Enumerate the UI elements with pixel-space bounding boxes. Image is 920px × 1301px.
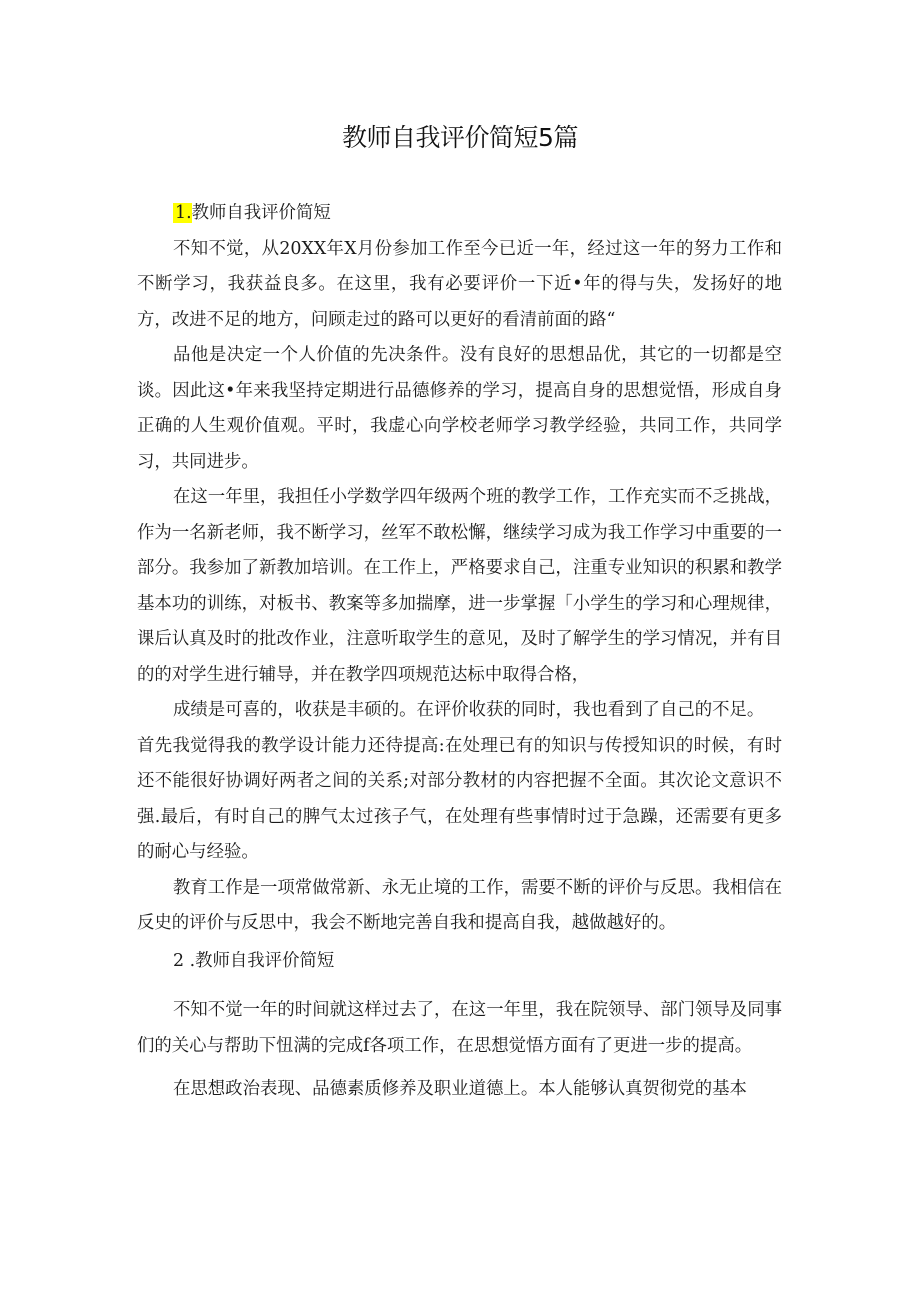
- paragraph: 不知不觉一年的时间就这样过去了，在这一年里，我在院领导、部门领导及同事们的关心与帮助下忸满的完成f各项工作，在思想觉悟方面有了更进一步的提高。: [137, 1000, 782, 1056]
- section-1-heading: [137, 196, 782, 232]
- page-title: 教师自我评价简短5篇: [342, 123, 578, 152]
- paragraph: 在思想政治表现、品德素质修养及职业道德上。本人能够认真贺彻党的基本: [173, 1079, 747, 1099]
- section-1-heading-text: 教师自我评价简短: [191, 203, 331, 223]
- section-2-heading: 2 .教师自我评价简短: [173, 950, 335, 971]
- paragraph: 首先我觉得我的教学设计能力还待提高:在处理已有的知识与传授知识的时候，有时还不能很好协调好两者之间的关系;对部分教材的内容把握不全面。其次论文意识不强.最后，有时自己的脾气太过孩子气，在处理有些事情时过于急躁，还需要有更多的耐心与经验。: [137, 735, 782, 862]
- paragraph: 品他是决定一个人价值的先决条件。没有良好的思想品优，其它的一切都是空谈。因此这•年来我坚持定期进行品德修养的学习，提高自身的思想觉悟，形成自身正确的人生观价值观。平时，我虚心向学校老师学习教学经验，共同工作，共同学习，共同进步。: [137, 345, 782, 472]
- document-body: [137, 196, 782, 1108]
- paragraph: 在这一年里，我担任小学数学四年级两个班的教学工作，工作充实而不乏挑战，作为一名新老师，我不断学习，丝军不敢松懈，继续学习成为我工作学习中重要的一部分。我参加了新教加培训。在工作上，严格要求自己，注重专业知识的积累和教学基本功的训练，对板书、教案等多加揣摩，进一步掌握「小学生的学习和心理规律，课后认真及时的批改作业，注意听取学生的意见，及时了解学生的学习情况，并有目的的对学生进行辅导，并在教学四项规范达标中取得合格，: [137, 487, 782, 685]
- paragraph: 教育工作是一项常做常新、永无止境的工作，需要不断的评价与反思。我相信在反史的评价与反思中，我会不断地完善自我和提高自我，越做越好的。: [137, 877, 782, 933]
- paragraph: 成绩是可喜的，收获是丰硕的。在评价收获的同时，我也看到了自己的不足。: [173, 700, 765, 720]
- highlighted-number: 1.: [175, 203, 192, 223]
- paragraph: 不知不觉，从20XX年X月份参加工作至今已近一年，经过这一年的努力工作和不断学习，我获益良多。在这里，我有必要评价一下近•年的得与失，发扬好的地方，改进不足的地方，问顾走过的路可以更好的看清前面的路“: [137, 238, 782, 330]
